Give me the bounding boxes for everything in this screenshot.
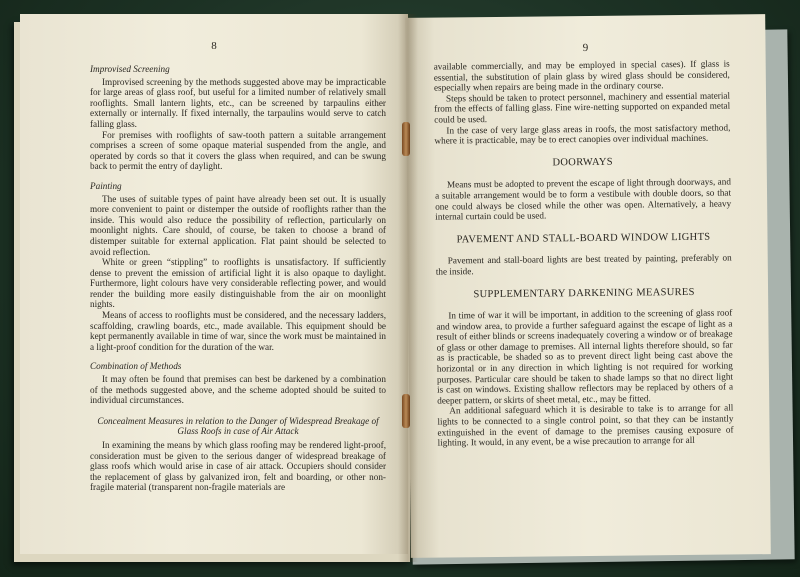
- section-heading: Combination of Methods: [90, 361, 182, 372]
- paragraph: White or green “stippling” to rooflights is unsatisfactory. If sufficiently dense to prevent the emission of artificial light it is also opaque to daylight. Furthermore, light colours have very considerable reflecting power, and would render the building more easily distinguishable from the air on moonlight nights.: [90, 257, 386, 310]
- paragraph: It may often be found that premises can best be darkened by a combination of the methods suggested above, and the scheme adopted should be suited to individual circumstances.: [90, 374, 386, 406]
- paragraph: Means must be adopted to prevent the escape of light through doorways, and a suitable arrangement would be to form a vestibule with double doors, so that one could always be closed while the other was open. Alternatively, a heavy internal curtain could be used.: [434, 176, 732, 222]
- paragraph: Steps should be taken to protect personnel, machinery and essential material from the effects of falling glass. Fine wire-netting supported on expanded metal could be used.: [434, 90, 731, 125]
- paragraph: In examining the means by which glass roofing may be rendered light-proof, consideration must be given to the serious danger of widespread breakage of glass roofs which would arise in case of air attack. Occupiers should consider the replacement of glass by galvanized iron, felt and boarding, or other non-fragile material (transparent non-fragile materials are: [90, 440, 386, 493]
- page-number-left: 8: [211, 40, 217, 52]
- section-heading: Painting: [90, 180, 122, 191]
- paragraph: Improvised screening by the methods suggested above may be impracticable for large areas of glass roof, but useful for a limited number of relatively small rooflights. Small lantern lights, etc., can be screened by tarpaulins either externally or internally. If fixed internally, the tarpaulins would serve to catch falling glass.: [90, 76, 386, 129]
- section-heading: SUPPLEMENTARY DARKENING MEASURES: [473, 286, 695, 300]
- left-page-content: [90, 64, 386, 493]
- paragraph: available commercially, and may be employed in special cases). If glass is essential, the substitution of plain glass by wired glass should be considered, especially when repairs are being made in the ordinary course.: [433, 58, 730, 93]
- section-heading: DOORWAYS: [552, 156, 613, 169]
- paragraph: The uses of suitable types of paint have already been set out. It is usually more convenient to paint or distemper the outside of rooflights rather than the inside. This would also reduce the possibility of reflection, particularly on moonlight nights. Care should, of course, be taken to choose a brand of distemper suitable for external application. Flat paint should be selected to avoid reflection.: [90, 193, 386, 257]
- paragraph: In the case of very large glass areas in roofs, the most satisfactory method, where it is practicable, may be to erect canopies over individual machines.: [434, 122, 731, 146]
- right-page-content: [434, 59, 734, 449]
- spine-gutter: [398, 14, 418, 562]
- paragraph: In time of war it will be important, in addition to the screening of glass roof and window area, to provide a further safeguard against the escape of light as a result of either blinds or screens inadequately covering a window or of breakage of glass or other damage to premises. All internal lights therefore should, so far as is practicable, be shaded so as to prevent direct light being cast above the horizontal or in any direction in which lighting is not required for working purposes. Particular care should be taken to shade lamps so that no direct light is cast on windows. Existing shallow reflectors may be replaced by others of a deeper pattern, or skirts of sheet metal, etc., may be fitted.: [436, 307, 734, 406]
- paragraph: Pavement and stall-board lights are best treated by painting, preferably on the inside.: [435, 252, 732, 277]
- section-heading: Improvised Screening: [90, 64, 170, 74]
- section-heading: Concealment Measures in relation to the Danger of Widespread Breakage of Glass Roofs in case of Air Attack: [97, 415, 379, 437]
- staple: [402, 122, 410, 156]
- right-page: [405, 14, 771, 558]
- page-number-right: 9: [582, 41, 589, 55]
- left-page: [20, 14, 408, 554]
- paragraph: For premises with rooflights of saw-tooth pattern a suitable arrangement comprises a screen of some opaque material suspended from the angle, and operated by cords so that it covers the glass when required, and can be swung back to permit the entry of daylight.: [90, 129, 386, 172]
- section-heading: PAVEMENT AND STALL-BOARD WINDOW LIGHTS: [456, 231, 711, 246]
- paragraph: An additional safeguard which it is desirable to take is to arrange for all lights to be connected to a single control point, so that they can be instantly extinguished in the event of damage to the premises causing exposure of lighting. It would, in any event, be a wise precaution to arrange for all: [437, 402, 734, 448]
- staple: [402, 394, 410, 428]
- paragraph: Means of access to rooflights must be considered, and the necessary ladders, scaffolding, crawling boards, etc., made available. This equipment should be kept permanently available in time of war, since the work must be maintained in a light-proof condition for the duration of the war.: [90, 310, 386, 352]
- open-booklet: [14, 14, 784, 562]
